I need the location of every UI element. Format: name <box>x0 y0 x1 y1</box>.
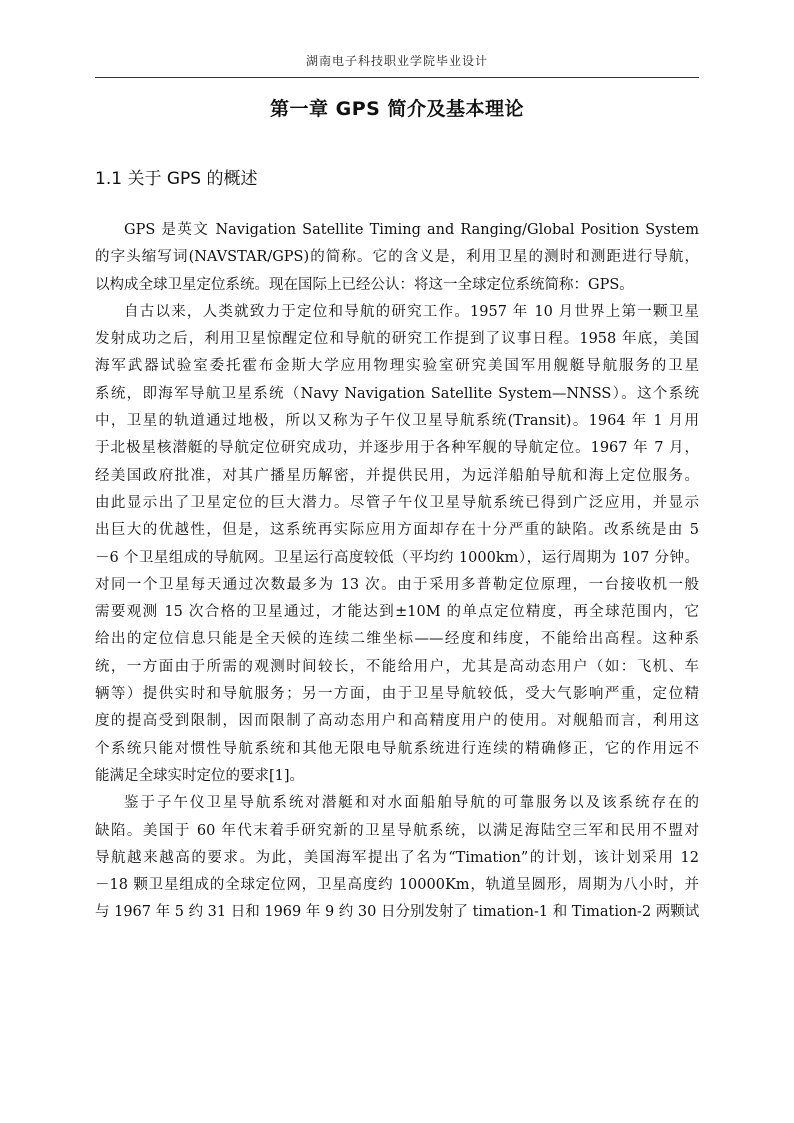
text-line: 对同一个卫星每天通过次数最多为 13 次。由于采用多普勒定位原理，一台接收机一般 <box>95 576 699 593</box>
text-line: 个系统只能对惯性导航系统和其他无限电导航系统进行连续的精确修正，它的作用远不 <box>95 740 699 757</box>
body-text <box>95 217 699 927</box>
text-line: 的字头缩写词(NAVSTAR/GPS)的简称。它的含义是，利用卫星的测时和测距进行导航， <box>95 249 699 266</box>
paragraph <box>95 790 699 926</box>
text-line: 给出的定位信息只能是全天候的连续二维坐标——经度和纬度，不能给出高程。这种系 <box>95 631 699 648</box>
text-line: 缺陷。美国于 60 年代末着手研究新的卫星导航系统，以满足海陆空三军和民用不盟对 <box>95 822 699 839</box>
text-line: 辆等）提供实时和导航服务；另一方面，由于卫星导航较低，受大气影响严重，定位精 <box>95 686 699 703</box>
header-divider <box>95 77 699 78</box>
chapter-title: 第一章 GPS 简介及基本理论 <box>270 98 524 120</box>
text-line: 出巨大的优越性，但是，这系统再实际应用方面却存在十分严重的缺陷。改系统是由 5 <box>95 522 699 539</box>
paragraph <box>95 217 699 299</box>
text-line: 经美国政府批准，对其广播星历解密，并提供民用，为远洋船舶导航和海上定位服务。 <box>95 467 699 484</box>
text-line: 鉴于子午仪卫星导航系统对潜艇和对水面船舶导航的可靠服务以及该系统存在的 <box>124 795 699 812</box>
text-line: 系统，即海军导航卫星系统（Navy Navigation Satellite System—NNSS）。这个系统 <box>95 385 699 402</box>
paragraph <box>95 299 699 790</box>
text-line: 度的提高受到限制，因而限制了高动态用户和高精度用户的使用。对舰船而言，利用这 <box>95 713 699 730</box>
text-line: 于北极星核潜艇的导航定位研究成功，并逐步用于各种军舰的导航定位。1967 年 7 月， <box>95 440 699 457</box>
text-line: 中，卫星的轨道通过地极，所以又称为子午仪卫星导航系统(Transit)。1964 年 1 月用 <box>95 413 699 430</box>
text-line: GPS 是英文 Navigation Satellite Timing and Ranging/Global Position System <box>124 222 699 238</box>
text-line: 需要观测 15 次合格的卫星通过，才能达到±10M 的单点定位精度，再全球范围内，它 <box>95 604 699 621</box>
text-line: 以构成全球卫星定位系统。现在国际上已经公认：将这一全球定位系统简称：GPS。 <box>95 276 634 293</box>
text-line: 自古以来，人类就致力于定位和导航的研究工作。1957 年 10 月世界上第一颗卫星 <box>124 303 699 320</box>
text-line: －18 颗卫星组成的全球定位网，卫星高度约 10000Km，轨道呈圆形，周期为八小时，并 <box>95 877 699 894</box>
text-line: 由此显示出了卫星定位的巨大潜力。尽管子午仪卫星导航系统已得到广泛应用，并显示 <box>95 494 699 511</box>
text-line: 统，一方面由于所需的观测时间较长，不能给用户，尤其是高动态用户（如：飞机、车 <box>95 658 699 675</box>
text-line: 能满足全球实时定位的要求[1]。 <box>95 767 305 784</box>
page-header: 湖南电子科技职业学院毕业设计 <box>305 54 488 68</box>
text-line: －6 个卫星组成的导航网。卫星运行高度较低（平均约 1000km），运行周期为 107 分钟。 <box>95 549 699 566</box>
text-line: 导航越来越高的要求。为此，美国海军提出了名为“Timation”的计划，该计划采用 12 <box>95 849 699 866</box>
text-line: 与 1967 年 5 约 31 日和 1969 年 9 约 30 日分别发射了 timation-1 和 Timation-2 两颗试 <box>95 904 699 921</box>
text-line: 海军武器试验室委托霍布金斯大学应用物理实验室研究美国军用舰艇导航服务的卫星 <box>95 358 699 375</box>
text-line: 发射成功之后，利用卫星惊醒定位和导航的研究工作提到了议事日程。1958 年底，美国 <box>95 331 699 348</box>
section-title: 1.1 关于 GPS 的概述 <box>95 169 258 189</box>
